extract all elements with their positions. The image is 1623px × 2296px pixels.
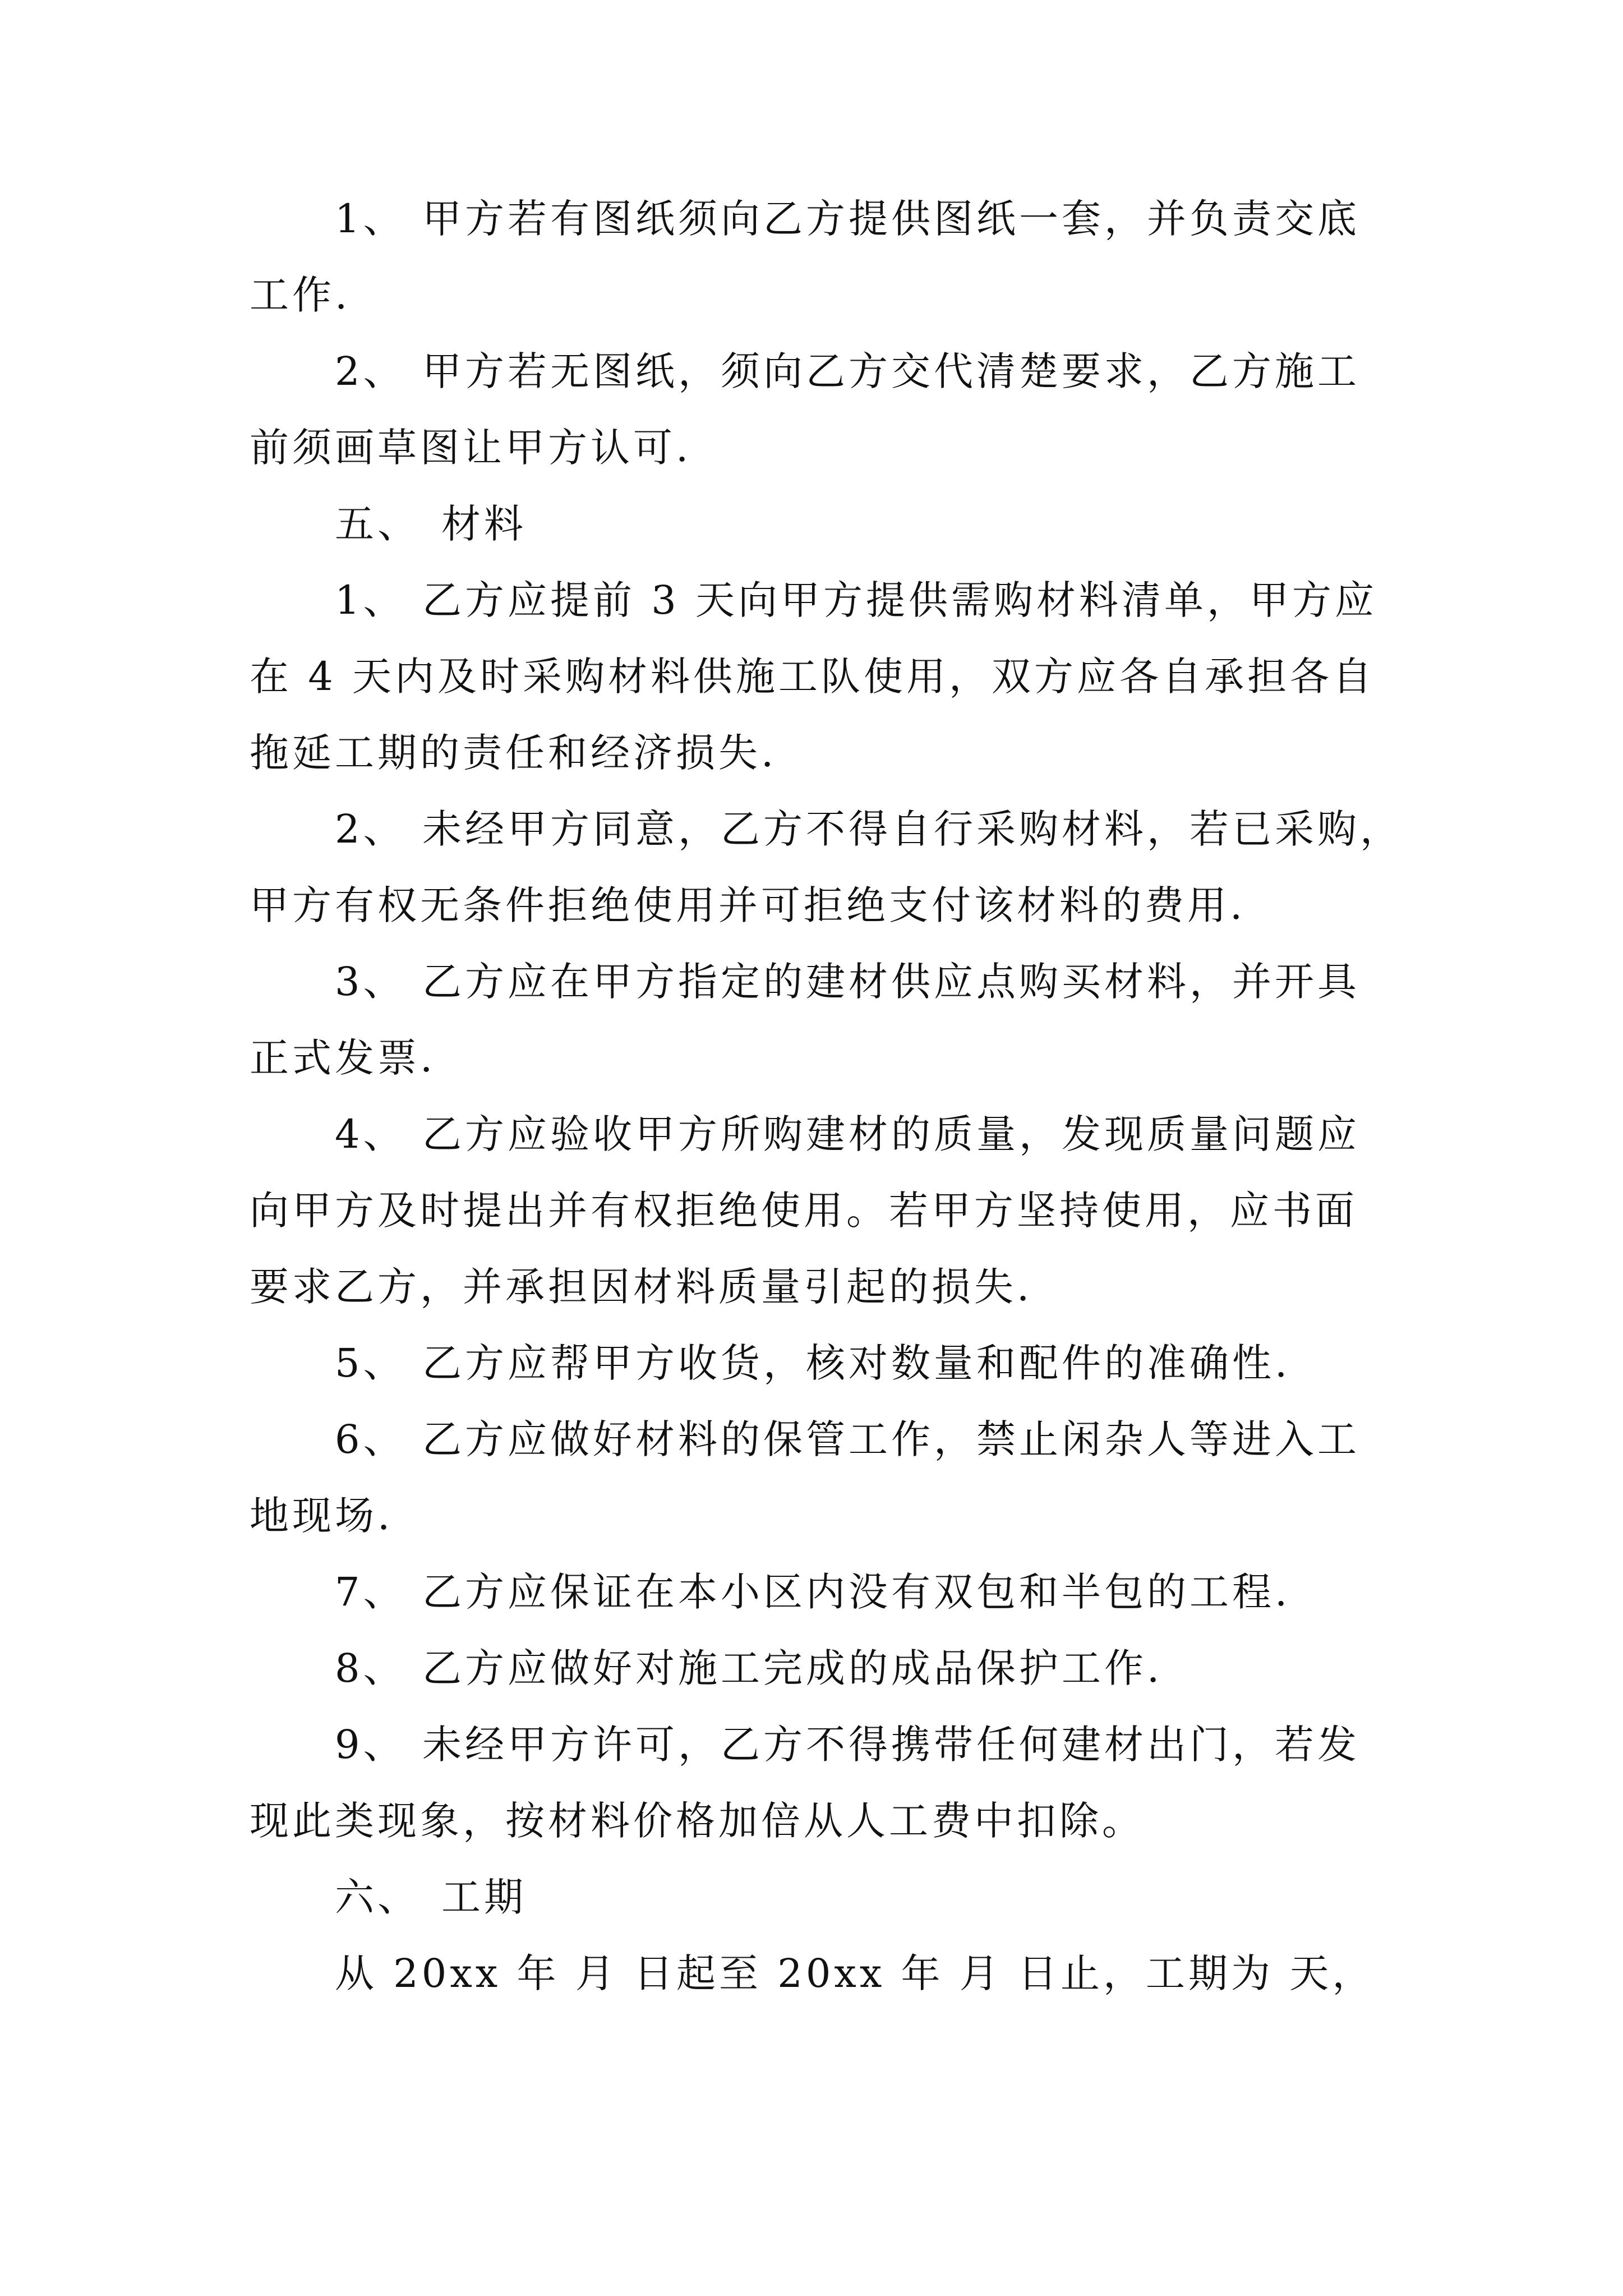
clause-number: 2、 [335, 348, 406, 394]
clause-text: 未经甲方许可，乙方不得携带任何建材出门，若发 [422, 1722, 1360, 1768]
materials-clause-1-continuation [250, 725, 777, 781]
clause-text: 乙方应在甲方指定的建材供应点购买材料，并开具 [422, 959, 1360, 1005]
schedule-text: 从 20xx 年 月 日起至 20xx 年 月 日止，工期为 天， [335, 1950, 1375, 1996]
materials-clause-1-line [335, 572, 1377, 628]
materials-clause-4-continuation [250, 1259, 1032, 1315]
materials-clause-7-line [335, 1564, 1290, 1620]
clause-number: 3、 [335, 959, 406, 1005]
clause-text: 未经甲方同意，乙方不得自行采购材料，若已采购， [422, 806, 1403, 852]
clause-text: 乙方应验收甲方所购建材的质量，发现质量问题应 [422, 1111, 1360, 1157]
clause-text: 要求乙方，并承担因材料质量引起的损失. [250, 1264, 1033, 1310]
clause-text: 现此类现象，按材料价格加倍从人工费中扣除。 [250, 1798, 1145, 1844]
clause-text: 拖延工期的责任和经济损失. [250, 730, 777, 776]
materials-clause-2-continuation [250, 877, 1246, 933]
clause-number: 2、 [335, 806, 406, 852]
materials-clause-1-continuation [250, 648, 1375, 705]
clause-text: 地现场. [250, 1493, 394, 1539]
clause-text: 工作. [250, 272, 351, 318]
clause-number: 1、 [335, 577, 406, 623]
materials-clause-3-continuation [250, 1030, 436, 1086]
clause-text: 乙方应做好对施工完成的成品保护工作. [422, 1645, 1163, 1691]
clause-number: 9、 [335, 1722, 406, 1768]
clause-text: 乙方应帮甲方收货，核对数量和配件的准确性. [422, 1340, 1291, 1386]
materials-clause-5-line [335, 1335, 1290, 1391]
materials-clause-6-continuation [250, 1488, 393, 1544]
clause-text: 乙方应做好材料的保管工作，禁止闲杂人等进入工 [422, 1416, 1360, 1462]
clause-text: 正式发票. [250, 1035, 436, 1081]
materials-clause-8-line [335, 1640, 1163, 1696]
materials-clause-4-line [335, 1106, 1360, 1162]
section-title: 材料 [441, 501, 527, 547]
clause-number: 6、 [335, 1416, 406, 1462]
clause-text: 甲方若有图纸须向乙方提供图纸一套，并负责交底 [422, 196, 1360, 242]
clause-text: 前须画草图让甲方认可. [250, 425, 692, 471]
clause-text: 乙方应保证在本小区内没有双包和半包的工程. [422, 1569, 1291, 1615]
materials-clause-6-line [335, 1411, 1360, 1467]
clause-1-line [335, 191, 1360, 247]
materials-clause-2-line [335, 801, 1403, 857]
section-number: 五、 [335, 501, 420, 547]
section-title: 工期 [441, 1874, 527, 1920]
clause-number: 1、 [335, 196, 406, 242]
section-number: 六、 [335, 1874, 420, 1920]
schedule-line [335, 1945, 1375, 2001]
materials-clause-4-continuation [250, 1182, 1358, 1239]
clause-text: 甲方若无图纸，须向乙方交代清楚要求，乙方施工 [422, 348, 1360, 394]
materials-clause-9-line [335, 1717, 1360, 1773]
materials-clause-3-line [335, 954, 1360, 1010]
clause-number: 4、 [335, 1111, 406, 1157]
clause-text: 在 4 天内及时采购材料供施工队使用，双方应各自承担各自 [250, 654, 1376, 700]
clause-text: 甲方有权无条件拒绝使用并可拒绝支付该材料的费用. [250, 882, 1246, 928]
clause-2-continuation [250, 420, 691, 476]
clause-number: 5、 [335, 1340, 406, 1386]
clause-number: 8、 [335, 1645, 406, 1691]
section-heading-schedule [335, 1869, 527, 1925]
clause-text: 乙方应提前 3 天向甲方提供需购材料清单，甲方应 [422, 577, 1378, 623]
section-heading-materials [335, 496, 527, 552]
clause-1-continuation [250, 267, 351, 323]
clause-number: 7、 [335, 1569, 406, 1615]
materials-clause-9-continuation [250, 1793, 1145, 1849]
clause-2-line [335, 343, 1360, 399]
clause-text: 向甲方及时提出并有权拒绝使用。若甲方坚持使用，应书面 [250, 1188, 1358, 1234]
